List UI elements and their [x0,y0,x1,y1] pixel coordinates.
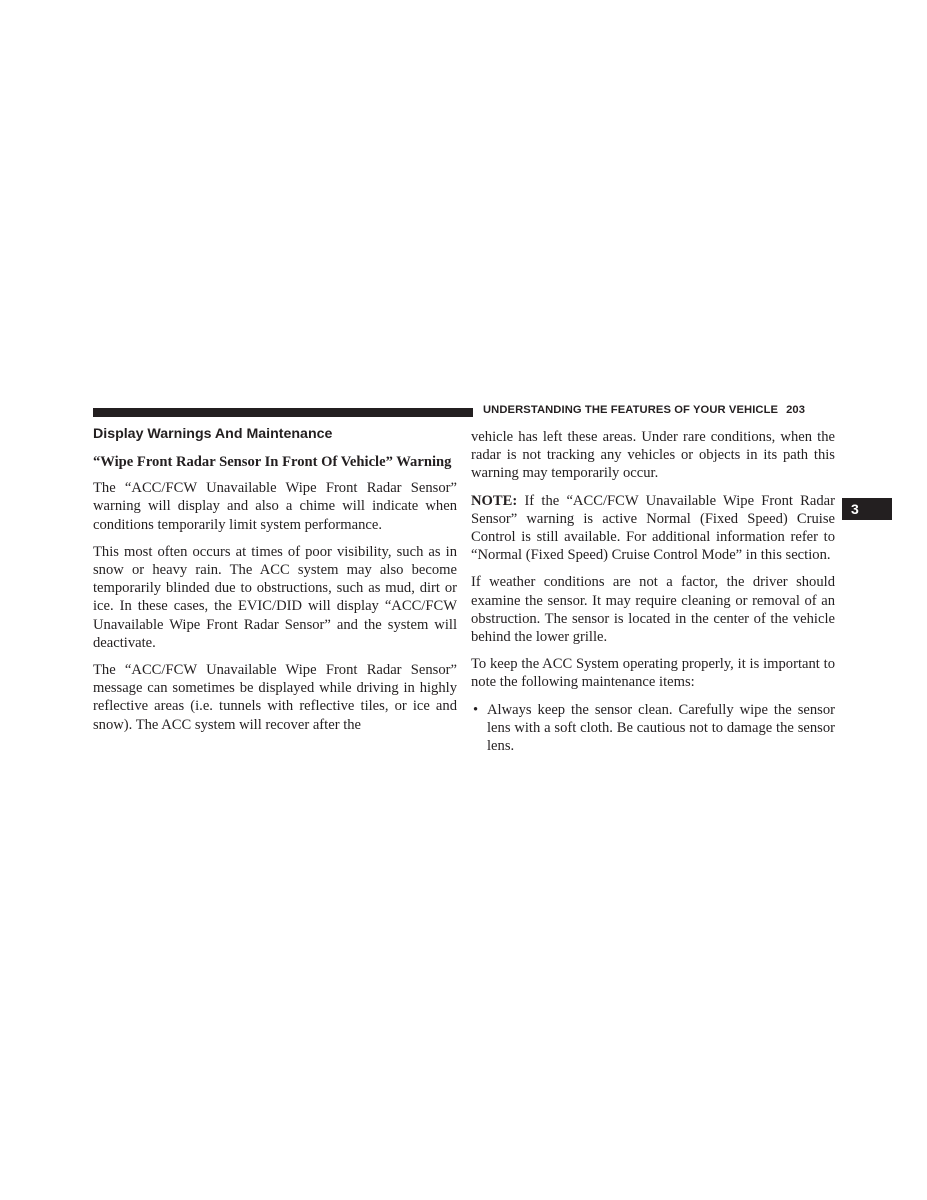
sub-heading: “Wipe Front Radar Sensor In Front Of Vehicle” Warning [93,454,452,470]
chapter-title: UNDERSTANDING THE FEATURES OF YOUR VEHICLE [483,404,779,416]
body-paragraph: To keep the ACC System operating properly, it is important to note the following maintenance items: [471,656,835,691]
note-label: NOTE: [471,492,518,509]
list-item-text: Always keep the sensor clean. Carefully wipe the sensor lens with a soft cloth. Be cautious not to damage the sensor lens. [487,701,835,755]
body-paragraph: The “ACC/FCW Unavailable Wipe Front Radar Sensor” warning will display and also a chime will indicate when conditions temporarily limit system performance. [93,480,457,533]
continuation-paragraph: vehicle has left these areas. Under rare conditions, when the radar is not tracking any vehicles or objects in its path this warning may temporarily occur. [471,429,835,482]
header-rule [93,408,473,417]
note-paragraph [471,492,835,565]
chapter-tab: 3 [842,498,892,520]
right-column [471,428,835,755]
left-column [93,425,457,743]
body-paragraph: If weather conditions are not a factor, the driver should examine the sensor. It may require cleaning or removal of an obstruction. The sensor is located in the center of the vehicle behind the lower grille. [471,574,835,646]
running-header [483,404,835,416]
bullet-icon: • [473,701,479,718]
list-item [471,701,835,756]
note-text: If the “ACC/FCW Unavailable Wipe Front Radar Sensor” warning is active Normal (Fixed Speed) Cruise Control is still available. For additional information refer to “Normal (Fixed Speed) Cruise Control Mode” in this section. [471,492,835,564]
page-number: 203 [786,404,806,416]
section-heading: Display Warnings And Maintenance [93,426,333,442]
body-paragraph: The “ACC/FCW Unavailable Wipe Front Radar Sensor” message can sometimes be displayed while driving in highly reflective areas (i.e. tunnels with reflective tiles, or ice and snow). The ACC system will recover after the [93,662,457,733]
body-paragraph: This most often occurs at times of poor visibility, such as in snow or heavy rain. The ACC system may also become temporarily blinded due to obstructions, such as mud, dirt or ice. In these cases, the EVIC/DID will display “ACC/FCW Unavailable Wipe Front Radar Sensor” and the system will deactivate. [93,543,457,651]
maintenance-list [471,701,835,756]
